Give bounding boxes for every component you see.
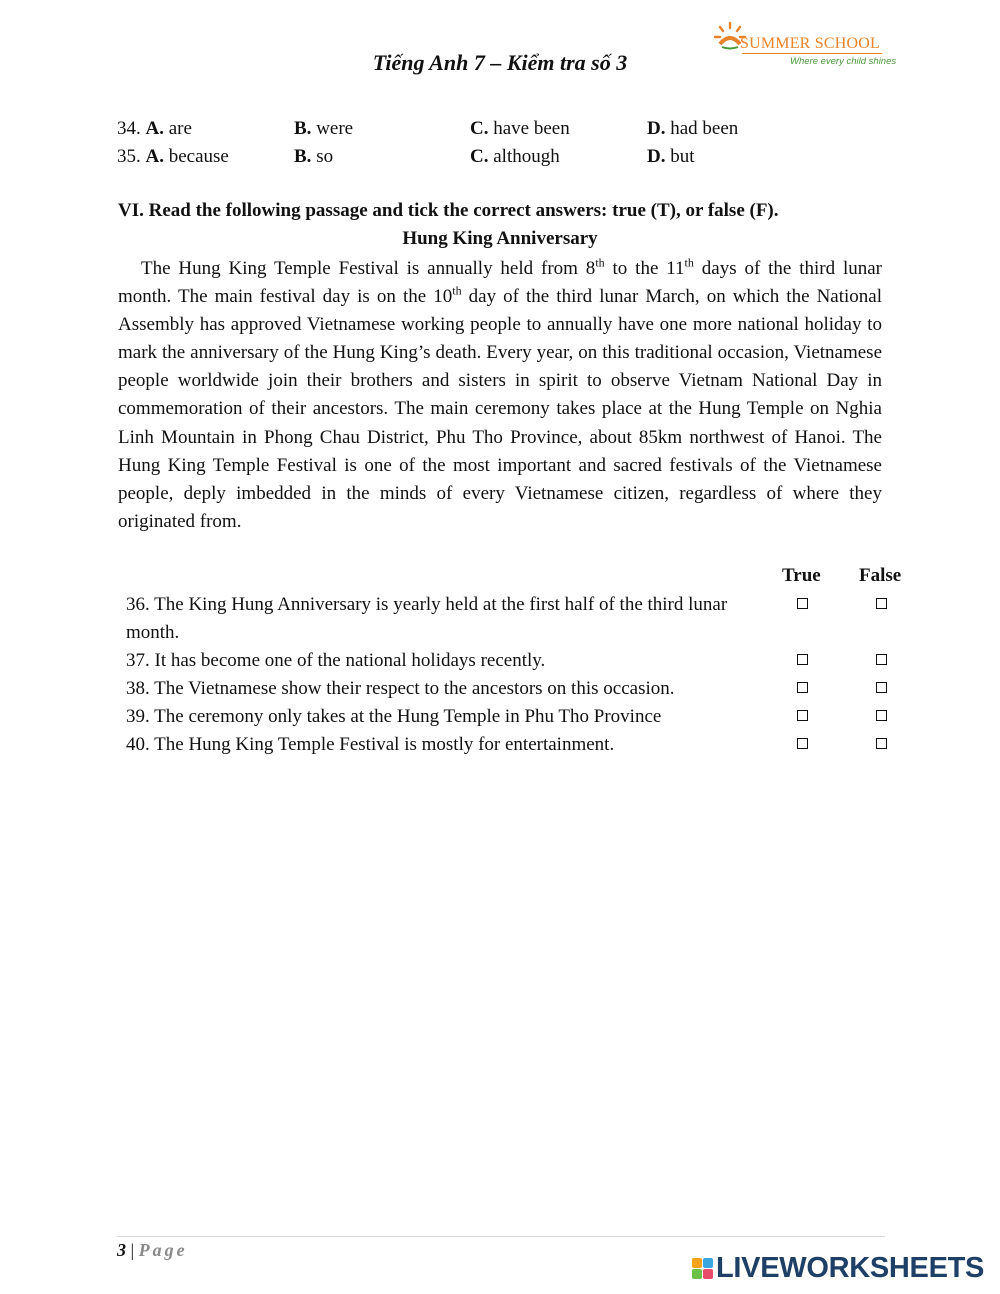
false-checkbox-36[interactable]	[876, 598, 887, 609]
true-checkbox-36[interactable]	[797, 598, 808, 609]
option-a[interactable]: 35. A. because	[117, 146, 229, 167]
false-checkbox-40[interactable]	[876, 738, 887, 749]
statement-38: 38. The Vietnamese show their respect to the ancestors on this occasion.	[126, 678, 675, 699]
liveworksheets-wordmark: LIVEWORKSHEETS	[716, 1252, 985, 1284]
true-checkbox-38[interactable]	[797, 682, 808, 693]
page-title: Tiếng Anh 7 – Kiểm tra số 3	[372, 50, 628, 75]
option-d[interactable]: D. had been	[647, 118, 739, 139]
option-b[interactable]: B. were	[294, 118, 354, 139]
liveworksheets-icon	[692, 1258, 714, 1280]
option-c[interactable]: C. although	[470, 146, 560, 167]
logo-underline	[742, 53, 882, 54]
option-c[interactable]: C. have been	[470, 118, 570, 139]
true-checkbox-37[interactable]	[797, 654, 808, 665]
true-column-header: True	[782, 565, 821, 586]
false-column-header: False	[859, 565, 902, 586]
false-checkbox-37[interactable]	[876, 654, 887, 665]
option-a[interactable]: 34. A. are	[117, 118, 192, 139]
false-checkbox-38[interactable]	[876, 682, 887, 693]
false-checkbox-39[interactable]	[876, 710, 887, 721]
passage-title: Hung King Anniversary	[402, 228, 598, 249]
logo-tagline: Where every child shines	[790, 56, 897, 67]
statement-36: 36. The King Hung Anniversary is yearly held at the first half of the third lunar month.	[126, 594, 728, 643]
statement-39: 39. The ceremony only takes at the Hung Temple in Phu Tho Province	[126, 706, 662, 727]
statement-40: 40. The Hung King Temple Festival is mostly for entertainment.	[126, 734, 615, 755]
true-checkbox-40[interactable]	[797, 738, 808, 749]
reading-passage: The Hung King Temple Festival is annually held from 8th to the 11th days of the third lunar month. The main festival day is on the 10th day of the third lunar March, on which the National Assembly has approved Vietnamese working people to annually have one more national holiday to mark the anniversary of the Hung King’s death. Every year, on this traditional occasion, Vietnamese people worldwide join their brothers and sisters in spirit to observe Vietnam National Day in commemoration of their ancestors. The main ceremony takes place at the Hung Temple on Nghia Linh Mountain in Phong Chau District, Phu Tho Province, about 85km northwest of Hanoi. The Hung King Temple Festival is one of the most important and sacred festivals of the Vietnamese people, deply imbedded in the minds of every Vietnamese citizen, regardless of where they originated from.	[118, 255, 883, 532]
option-d[interactable]: D. but	[647, 146, 695, 167]
footer-divider	[117, 1236, 885, 1237]
section-heading: VI. Read the following passage and tick the correct answers: true (T), or false (F).	[118, 200, 779, 221]
summer-school-logo	[712, 14, 897, 69]
statement-37: 37. It has become one of the national holidays recently.	[126, 650, 546, 671]
liveworksheets-brand	[692, 1252, 992, 1286]
option-b[interactable]: B. so	[294, 146, 334, 167]
logo-text: SUMMER SCHOOL	[740, 35, 880, 52]
page-number: 3 | Page	[117, 1240, 188, 1260]
true-checkbox-39[interactable]	[797, 710, 808, 721]
